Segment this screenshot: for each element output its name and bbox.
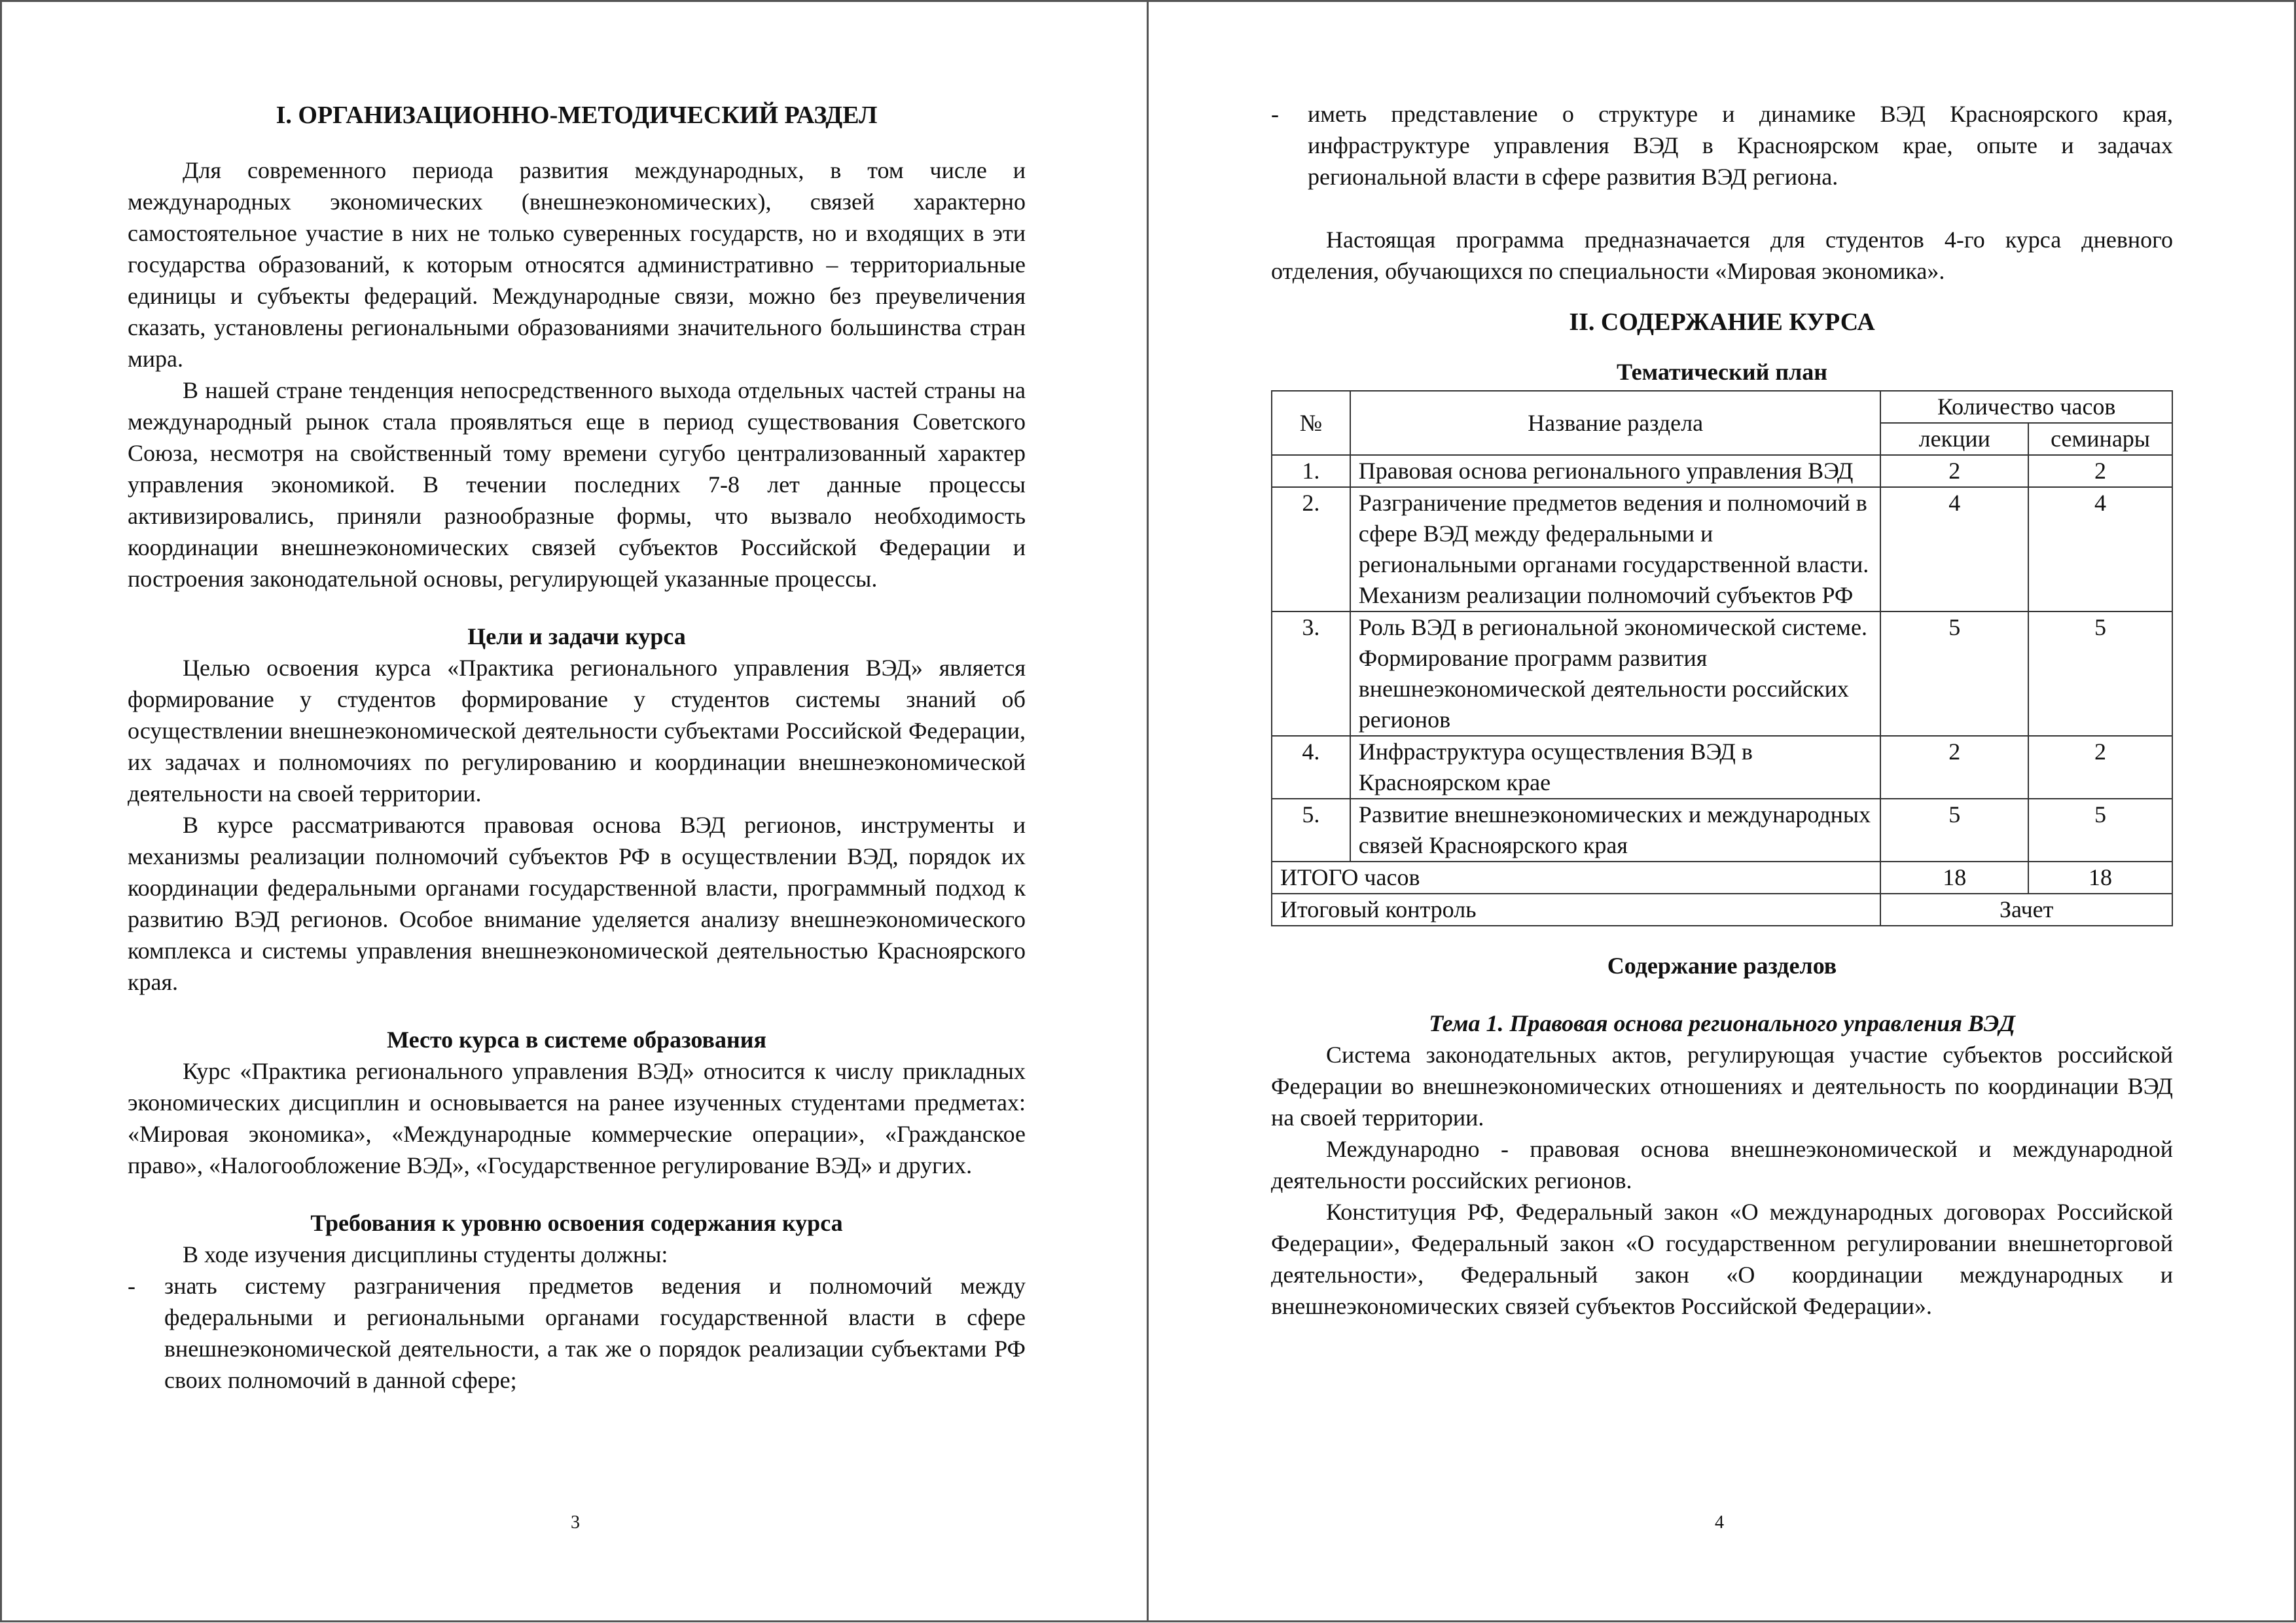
table-row bbox=[1272, 611, 2172, 736]
row-number: 4. bbox=[1272, 736, 1350, 799]
row-name-line-2: Формирование программ развития внешнеэкономической деятельности российских регионов bbox=[1358, 645, 1849, 733]
requirements-title: Требования к уровню освоения содержания курса bbox=[310, 1210, 843, 1236]
header-seminars: семинары bbox=[2028, 423, 2172, 455]
row-seminars: 5 bbox=[2028, 799, 2172, 862]
goals-paragraph-1: Целью освоения курса «Практика регионального управления ВЭД» является формирование у студентов формирование у студентов системы знаний об осуществлении внешнеэкономической деятельности субъектами Российской Федерации, их задачах и полномочиях по регулированию и координации внешнеэкономической деятельности на своей территории. bbox=[128, 655, 1026, 807]
page-left bbox=[128, 98, 1026, 1396]
page-number-right: 4 bbox=[1715, 1512, 1724, 1533]
row-name: Разграничение предметов ведения и полномочий в сфере ВЭД между федеральными и региональными органами государственной власти. Механизм реализации полномочий субъектов РФ bbox=[1350, 487, 1881, 611]
table-row bbox=[1272, 736, 2172, 799]
header-name: Название раздела bbox=[1350, 391, 1881, 455]
row-seminars: 2 bbox=[2028, 736, 2172, 799]
page-right bbox=[1271, 98, 2173, 1322]
section-2-title: II. СОДЕРЖАНИЕ КУРСА bbox=[1569, 308, 1875, 336]
program-note: Настоящая программа предназначается для студентов 4-го курса дневного отделения, обучающихся по специальности «Мировая экономика». bbox=[1271, 227, 2173, 284]
row-number: 5. bbox=[1272, 799, 1350, 862]
row-lectures: 2 bbox=[1880, 455, 2028, 487]
row-name: Правовая основа регионального управления ВЭД bbox=[1350, 455, 1881, 487]
row-lectures: 4 bbox=[1880, 487, 2028, 611]
header-number: № bbox=[1272, 391, 1350, 455]
total-lectures: 18 bbox=[1880, 862, 2028, 894]
row-name: Инфраструктура осуществления ВЭД в Красноярском крае bbox=[1350, 736, 1881, 799]
header-hours: Количество часов bbox=[1880, 391, 2172, 423]
table-row bbox=[1272, 455, 2172, 487]
page-divider bbox=[1147, 0, 1149, 1622]
row-number: 3. bbox=[1272, 611, 1350, 736]
row-seminars: 5 bbox=[2028, 611, 2172, 736]
row-seminars: 4 bbox=[2028, 487, 2172, 611]
requirements-item bbox=[128, 1270, 1026, 1396]
control-label: Итоговый контроль bbox=[1272, 894, 1880, 926]
control-value: Зачет bbox=[1880, 894, 2172, 926]
requirements-list bbox=[128, 1270, 1026, 1396]
row-name: Развитие внешнеэкономических и международных связей Красноярского края bbox=[1350, 799, 1881, 862]
row-number: 1. bbox=[1272, 455, 1350, 487]
requirements-item-text: иметь представление о структуре и динамике ВЭД Красноярского края, инфраструктуре управления ВЭД в Красноярском крае, опыте и задачах региональной власти в сфере развития ВЭД региона. bbox=[1308, 101, 2173, 190]
intro-paragraph-1: Для современного периода развития международных, в том числе и международных экономических (внешнеэкономических), связей характерно самостоятельное участие в них не только суверенных государств, но и входящих в эти государства образований, к которым относятся административно – территориальные единицы и субъекты федераций. Международные связи, можно без преувеличения сказать, установлены региональными образованиями значительного большинства стран мира. bbox=[128, 157, 1026, 372]
row-lectures: 2 bbox=[1880, 736, 2028, 799]
place-title: Место курса в системе образования bbox=[387, 1027, 766, 1053]
intro-paragraph-2: В нашей стране тенденция непосредственного выхода отдельных частей страны на международный рынок стала проявляться еще в период существования Советского Союза, несмотря на свойственный тому времени сугубо централизованный характер управления экономикой. В течении последних 7-8 лет данные процессы активизировались, приняли разнообразные формы, что вызвало необходимость координации внешнеэкономических связей субъектов Российской Федерации и построения законодательной основы, регулирующей указанные процессы. bbox=[128, 377, 1026, 592]
table-control-row bbox=[1272, 894, 2172, 926]
row-lectures: 5 bbox=[1880, 799, 2028, 862]
goals-title: Цели и задачи курса bbox=[467, 623, 686, 649]
requirements-item-text: знать систему разграничения предметов ведения и полномочий между федеральными и региональными органами государственной власти в сфере внешнеэкономической деятельности, а так же о порядок реализации субъектами РФ своих полномочий в данной сфере; bbox=[164, 1273, 1026, 1393]
table-row bbox=[1272, 487, 2172, 611]
topic-1-paragraph-2: Международно - правовая основа внешнеэкономической и международной деятельности российских регионов. bbox=[1271, 1136, 2173, 1194]
row-name-cell bbox=[1350, 611, 1881, 736]
requirements-intro: В ходе изучения дисциплины студенты должны: bbox=[183, 1241, 668, 1267]
total-label: ИТОГО часов bbox=[1272, 862, 1880, 894]
section-1-title: I. ОРГАНИЗАЦИОННО-МЕТОДИЧЕСКИЙ РАЗДЕЛ bbox=[276, 101, 878, 129]
requirements-item bbox=[1271, 98, 2173, 192]
list-dash: - bbox=[1271, 101, 1279, 127]
place-paragraph: Курс «Практика регионального управления ВЭД» относится к числу прикладных экономических дисциплин и основывается на ранее изученных студентами предметах: «Мировая экономика», «Международные коммерческие операции», «Гражданское право», «Налогообложение ВЭД», «Государственное регулирование ВЭД» и других. bbox=[128, 1058, 1026, 1178]
row-lectures: 5 bbox=[1880, 611, 2028, 736]
header-lectures: лекции bbox=[1880, 423, 2028, 455]
page-number-left: 3 bbox=[571, 1512, 580, 1533]
topic-1-paragraph-3: Конституция РФ, Федеральный закон «О международных договорах Российской Федерации», Федеральный закон «О государственном регулировании внешнеторговой деятельности», Федеральный закон «О координации международных и внешнеэкономических связей субъектов Российской Федерации». bbox=[1271, 1199, 2173, 1319]
list-dash: - bbox=[128, 1273, 135, 1299]
table-header-row bbox=[1272, 391, 2172, 423]
requirements-list-continued bbox=[1271, 98, 2173, 192]
row-seminars: 2 bbox=[2028, 455, 2172, 487]
table-row bbox=[1272, 799, 2172, 862]
topic-1-paragraph-1: Система законодательных актов, регулирующая участие субъектов российской Федерации во внешнеэкономических отношениях и деятельность по координации ВЭД на своей территории. bbox=[1271, 1042, 2173, 1131]
goals-paragraph-2: В курсе рассматриваются правовая основа ВЭД регионов, инструменты и механизмы реализации полномочий субъектов РФ в осуществлении ВЭД, порядок их координации федеральными органами государственной власти, программный подход к развитию ВЭД регионов. Особое внимание уделяется анализу внешнеэкономического комплекса и системы управления внешнеэкономической деятельностью Красноярского края. bbox=[128, 812, 1026, 995]
row-number: 2. bbox=[1272, 487, 1350, 611]
contents-title: Содержание разделов bbox=[1607, 953, 1837, 979]
table-total-row bbox=[1272, 862, 2172, 894]
thematic-plan-table bbox=[1271, 390, 2173, 926]
topic-1-title: Тема 1. Правовая основа регионального управления ВЭД bbox=[1429, 1010, 2015, 1036]
row-name: Роль ВЭД в региональной экономической системе. bbox=[1358, 614, 1867, 640]
plan-title: Тематический план bbox=[1617, 359, 1827, 385]
total-seminars: 18 bbox=[2028, 862, 2172, 894]
